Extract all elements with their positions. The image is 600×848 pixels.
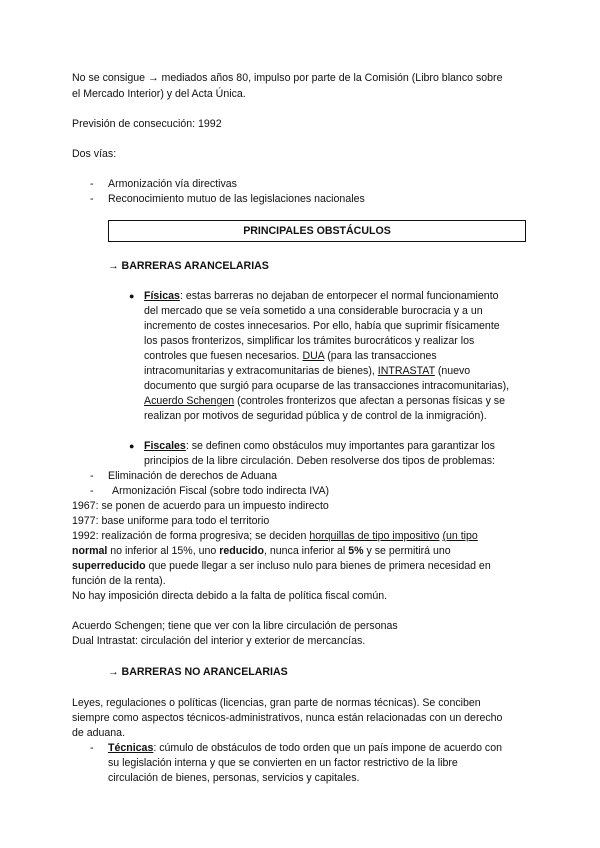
heading-no-arancelarias: → BARRERAS NO ARANCELARIAS <box>108 666 288 678</box>
intro-line-1: No se consigue → mediados años 80, impulso por parte de la Comisión (Libro blanco sobre <box>72 72 503 84</box>
dash-bullet: - <box>90 485 94 497</box>
no-arancelarias-p3: de aduana. <box>72 727 126 739</box>
dash-bullet: - <box>90 193 94 205</box>
timeline-1992-line-2: normal no inferior al 15%, uno reducido, nunca inferior al 5% y se permitirá uno <box>72 545 451 557</box>
tecnicas-line-2: su legislación interna y que se convierten en un factor restrictivo de la libre <box>108 757 458 769</box>
fisicas-line-1: Físicas: estas barreras no dejaban de entorpecer el normal funcionamiento <box>144 290 499 302</box>
dua-term: DUA <box>302 350 325 362</box>
timeline-1992-line-3: superreducido que puede llegar a ser incluso nulo para bienes de primera necesidad en <box>72 560 491 572</box>
fisicas-line-7: documento que surgió para ocuparse de las transacciones intracomunitarias), <box>144 380 510 392</box>
no-hay-text: No hay imposición directa debido a la falta de política fiscal común. <box>72 590 388 602</box>
section-title: PRINCIPALES OBSTÁCULOS <box>243 225 391 237</box>
fiscal-item-1: Eliminación de derechos de Aduana <box>108 470 278 482</box>
schengen-term: Acuerdo Schengen <box>144 395 235 407</box>
fisicas-line-9: realizan por motivos de seguridad pública y de control de la inmigración). <box>144 410 487 422</box>
via-item-1: Armonización vía directivas <box>108 178 237 190</box>
no-arancelarias-p2: siempre como aspectos técnicos-administrativos, nunca están relacionadas con un derecho <box>72 712 503 724</box>
fisicas-line-8: Acuerdo Schengen (controles fronterizos que afectan a personas físicas y se <box>144 395 505 407</box>
timeline-1992-line-4: función de la renta). <box>72 575 166 587</box>
dash-bullet: - <box>90 178 94 190</box>
fiscales-line-1: Fiscales: se definen como obstáculos muy importantes para garantizar los <box>144 440 495 452</box>
bullet-dot: ● <box>129 441 135 451</box>
dos-vias-label: Dos vías: <box>72 148 117 160</box>
fisicas-line-3: incremento de costes innecesarios. Por ello, había que suprimir físicamente <box>144 320 500 332</box>
tecnicas-line-1: Técnicas: cúmulo de obstáculos de todo orden que un país impone de acuerdo con <box>108 742 503 754</box>
fisicas-line-5: controles que fuesen necesarios. DUA (para las transacciones <box>144 350 437 362</box>
dash-bullet: - <box>90 742 94 754</box>
intrastat-term: INTRASTAT <box>377 365 435 377</box>
timeline-1992-line-1: 1992: realización de forma progresiva; se deciden horquillas de tipo impositivo (un tipo <box>72 530 478 542</box>
tecnicas-label: Técnicas <box>108 742 154 754</box>
no-arancelarias-p1: Leyes, regulaciones o políticas (licencias, gran parte de normas técnicas). Se conciben <box>72 697 481 709</box>
horquillas-term: horquillas de tipo impositivo <box>309 530 440 542</box>
fisicas-label: Físicas <box>144 290 180 302</box>
fiscal-item-2: Armonización Fiscal (sobre todo indirecta IVA) <box>112 485 330 497</box>
dash-bullet: - <box>90 470 94 482</box>
heading-arancelarias: → BARRERAS ARANCELARIAS <box>108 260 269 272</box>
fisicas-line-2: del mercado que se veía sometido a una considerable burocracia y a un <box>144 305 483 317</box>
fisicas-line-6: intracomunitarias y extracomunitarias de bienes), INTRASTAT (nuevo <box>144 365 471 377</box>
fiscales-line-2: principios de la libre circulación. Deben resolverse dos tipos de problemas: <box>144 455 495 467</box>
via-item-2: Reconocimiento mutuo de las legislaciones nacionales <box>108 193 365 205</box>
fisicas-line-4: los pasos fronterizos, simplificar los trámites burocráticos y realizar los <box>144 335 475 347</box>
prevision-text: Previsión de consecución: 1992 <box>72 118 222 130</box>
section-title-box <box>108 220 526 242</box>
intrastat-note: Dual Intrastat: circulación del interior y exterior de mercancías. <box>72 635 366 647</box>
tecnicas-line-3: circulación de bienes, personas, servicios y capitales. <box>108 772 360 784</box>
intro-line-2: el Mercado Interior) y del Acta Única. <box>72 88 246 100</box>
timeline-1977: 1977: base uniforme para todo el territorio <box>72 515 270 527</box>
fiscales-label: Fiscales <box>144 440 186 452</box>
bullet-dot: ● <box>129 291 135 301</box>
timeline-1967: 1967: se ponen de acuerdo para un impuesto indirecto <box>72 500 329 512</box>
schengen-note: Acuerdo Schengen; tiene que ver con la libre circulación de personas <box>72 620 398 632</box>
